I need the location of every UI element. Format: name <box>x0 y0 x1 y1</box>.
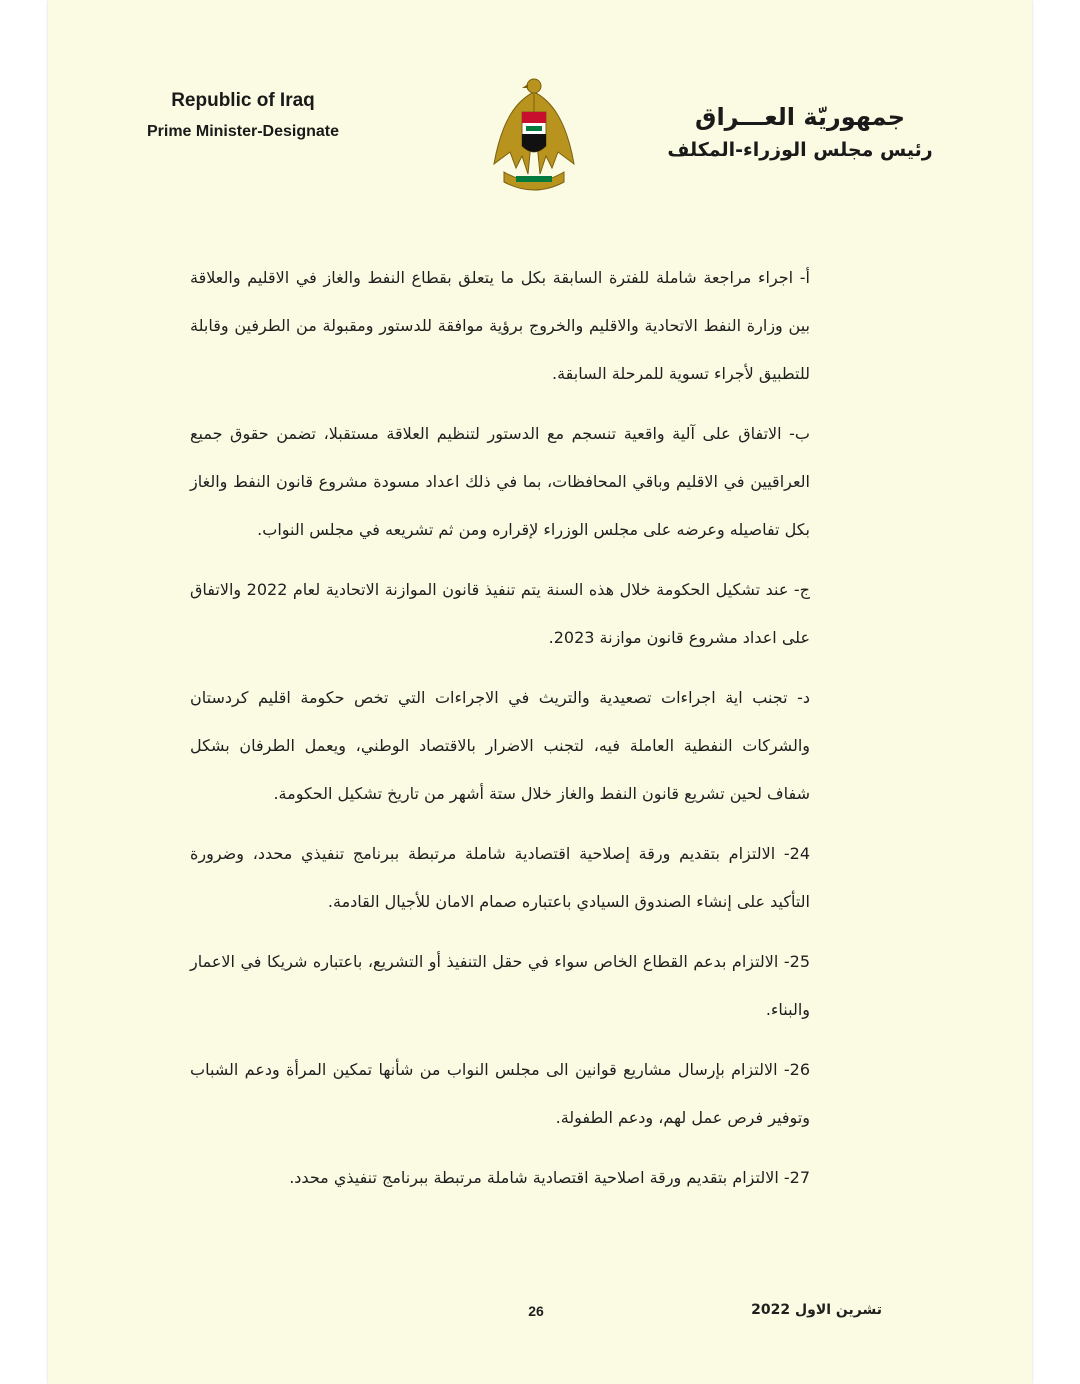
arabic-country-name: جمهوريّة العـــراق <box>694 103 906 131</box>
item-24: 24- الالتزام بتقديم ورقة إصلاحية اقتصادية شاملة مرتبطة ببرنامج تنفيذي محدد، وضرورة التأكيد على إنشاء الصندوق السيادي باعتباره صمام الامان للأجيال القادمة. <box>190 844 810 911</box>
english-country-name: Republic of Iraq <box>171 90 315 111</box>
english-header <box>123 90 363 141</box>
item-25: 25- الالتزام بدعم القطاع الخاص سواء في حقل التنفيذ أو التشريع، باعتباره شريكا في الاعمار والبناء. <box>190 952 810 1019</box>
document-page <box>48 0 1032 1384</box>
footer-date: تشرين الاول 2022 <box>751 1302 882 1318</box>
iraq-eagle-emblem-icon <box>488 72 580 196</box>
item-26: 26- الالتزام بإرسال مشاريع قوانين الى مجلس النواب من شأنها تمكين المرأة ودعم الشباب وتوفير فرص عمل لهم، ودعم الطفولة. <box>190 1060 810 1127</box>
arabic-office-title: رئيس مجلس الوزراء-المكلف <box>667 139 933 161</box>
page-number: 26 <box>528 1303 544 1319</box>
arabic-header <box>650 103 950 161</box>
english-office-title: Prime Minister-Designate <box>146 123 340 140</box>
paragraph-d: د- تجنب اية اجراءات تصعيدية والتريث في الاجراءات التي تخص حكومة اقليم كردستان والشركات النفطية العاملة فيه، لتجنب الاضرار بالاقتصاد الوطني، ويعمل الطرفان بشكل شفاف لحين تشريع قانون النفط والغاز خلال ستة أشهر من تاريخ تشكيل الحكومة. <box>190 688 810 803</box>
paragraph-b: ب- الاتفاق على آلية واقعية تنسجم مع الدستور لتنظيم العلاقة مستقبلا، تضمن حقوق جميع العراقيين في الاقليم وباقي المحافظات، بما في ذلك اعداد مسودة مشروع قانون النفط والغاز بكل تفاصيله وعرضه على مجلس الوزراء لإقراره ومن ثم تشريعه في مجلس النواب. <box>190 424 810 539</box>
paragraph-c: ج- عند تشكيل الحكومة خلال هذه السنة يتم تنفيذ قانون الموازنة الاتحادية لعام 2022 والاتفاق على اعداد مشروع قانون موازنة 2023. <box>190 580 811 647</box>
item-27: 27- الالتزام بتقديم ورقة اصلاحية اقتصادية شاملة مرتبطة ببرنامج تنفيذي محدد. <box>289 1168 810 1187</box>
paragraph-a: أ- اجراء مراجعة شاملة للفترة السابقة بكل ما يتعلق بقطاع النفط والغاز في الاقليم والعلاقة بين وزارة النفط الاتحادية والاقليم والخروج برؤية موافقة للدستور ومقبولة من الطرفين وقابلة للتطبيق لأجراء تسوية للمرحلة السابقة. <box>190 268 810 383</box>
document-body <box>190 254 810 1214</box>
